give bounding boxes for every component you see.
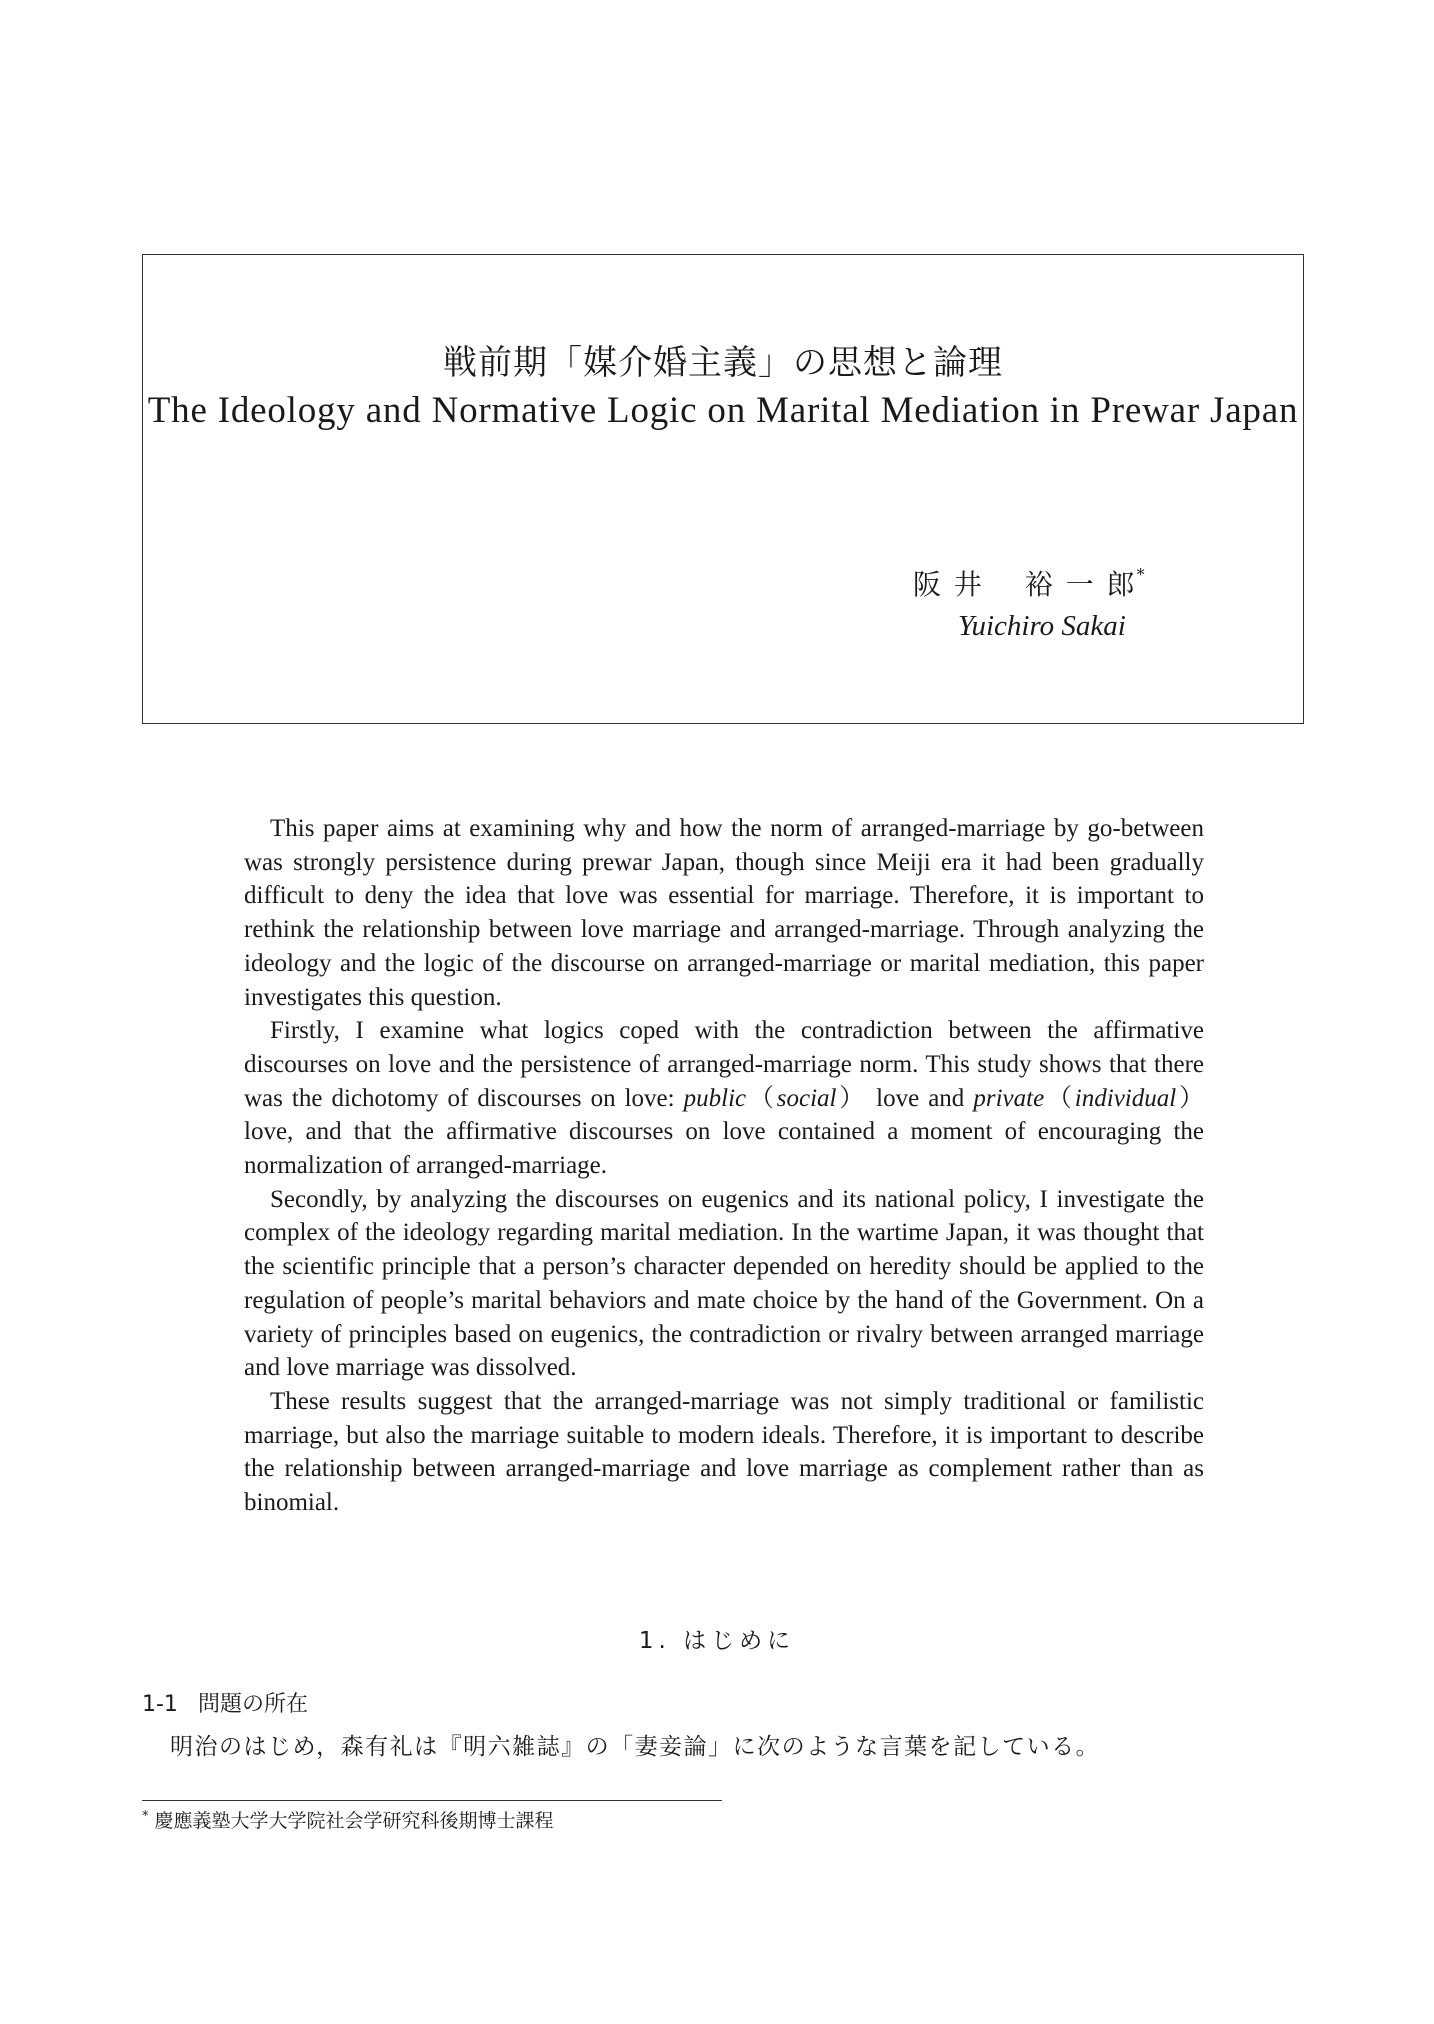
abstract-p2-text-a: Firstly, I examine what logics coped with the contradiction between the affirmative discourses on love and the persistence of arranged-marriage norm. This study shows that there was the dichotomy of discourses on love:	[244, 1017, 1204, 1112]
footnote-text: 慶應義塾大学大学院社会学研究科後期博士課程	[154, 1810, 554, 1832]
abstract-p2-individual: individual	[1074, 1084, 1177, 1112]
abstract-p2-text-e: ） love, and that the affirmative discourses on love contained a moment of encouraging the normalization of arranged-marriage.	[244, 1084, 1204, 1180]
abstract-paragraph-3: Secondly, by analyzing the discourses on eugenics and its national policy, I investigate the complex of the ideology regarding marital mediation. In the wartime Japan, it was thought that the scientific principle that a person’s character depended on heredity should be applied to the regulation of people’s marital behaviors and mate choice by the hand of the Government. On a variety of principles based on eugenics, the contradiction or rivalry between arranged marriage and love marriage was dissolved.	[244, 1185, 1204, 1382]
abstract-p2-text-c: ） love and	[836, 1084, 974, 1112]
abstract-paragraph-4: These results suggest that the arranged-marriage was not simply traditional or familistic marriage, but also the marriage suitable to modern ideals. Therefore, it is important to describe the relationship between arranged-marriage and love marriage as complement rather than as binomial.	[244, 1387, 1204, 1517]
footnote	[142, 1806, 554, 1833]
abstract-paragraph-1: This paper aims at examining why and how the norm of arranged-marriage by go-between was strongly persistence during prewar Japan, though since Meiji era it had been gradually difficult to deny the idea that love was essential for marriage. Therefore, it is important to rethink the relationship between love marriage and arranged-marriage. Through analyzing the ideology and the logic of the discourse on arranged-marriage or marital mediation, this paper investigates this question.	[244, 815, 1204, 1011]
abstract-p2-private: private	[973, 1084, 1045, 1112]
abstract-p2-paren-open-2: （	[1044, 1084, 1075, 1112]
abstract	[244, 812, 1204, 1520]
author-name-english: Yuichiro Sakai	[958, 610, 1126, 642]
section-heading: 1. はじめに	[638, 1628, 796, 1654]
subsection-number: 1-1	[142, 1692, 178, 1717]
author-name-ja-text: 阪 井 裕 一 郎	[913, 568, 1137, 601]
abstract-p2-paren-open-1: （	[746, 1084, 777, 1112]
subsection-title: 問題の所在	[197, 1692, 308, 1717]
abstract-p2-social: social	[776, 1084, 837, 1112]
title-box	[142, 254, 1304, 724]
footnote-divider	[142, 1800, 722, 1801]
subsection-heading	[142, 1687, 308, 1718]
footnote-mark: *	[142, 1808, 149, 1824]
title-japanese: 戦前期「媒介婚主義」の思想と論理	[443, 343, 1003, 383]
abstract-paragraph-2	[244, 1014, 1204, 1183]
abstract-p2-public: public	[683, 1084, 747, 1112]
author-footnote-mark: *	[1136, 565, 1147, 584]
body-paragraph: 明治のはじめ，森有礼は『明六雑誌』の「妻妾論」に次のような言葉を記している。	[170, 1734, 1101, 1760]
title-english: The Ideology and Normative Logic on Marital Mediation in Prewar Japan	[147, 390, 1299, 431]
author-name-japanese	[913, 563, 1147, 603]
